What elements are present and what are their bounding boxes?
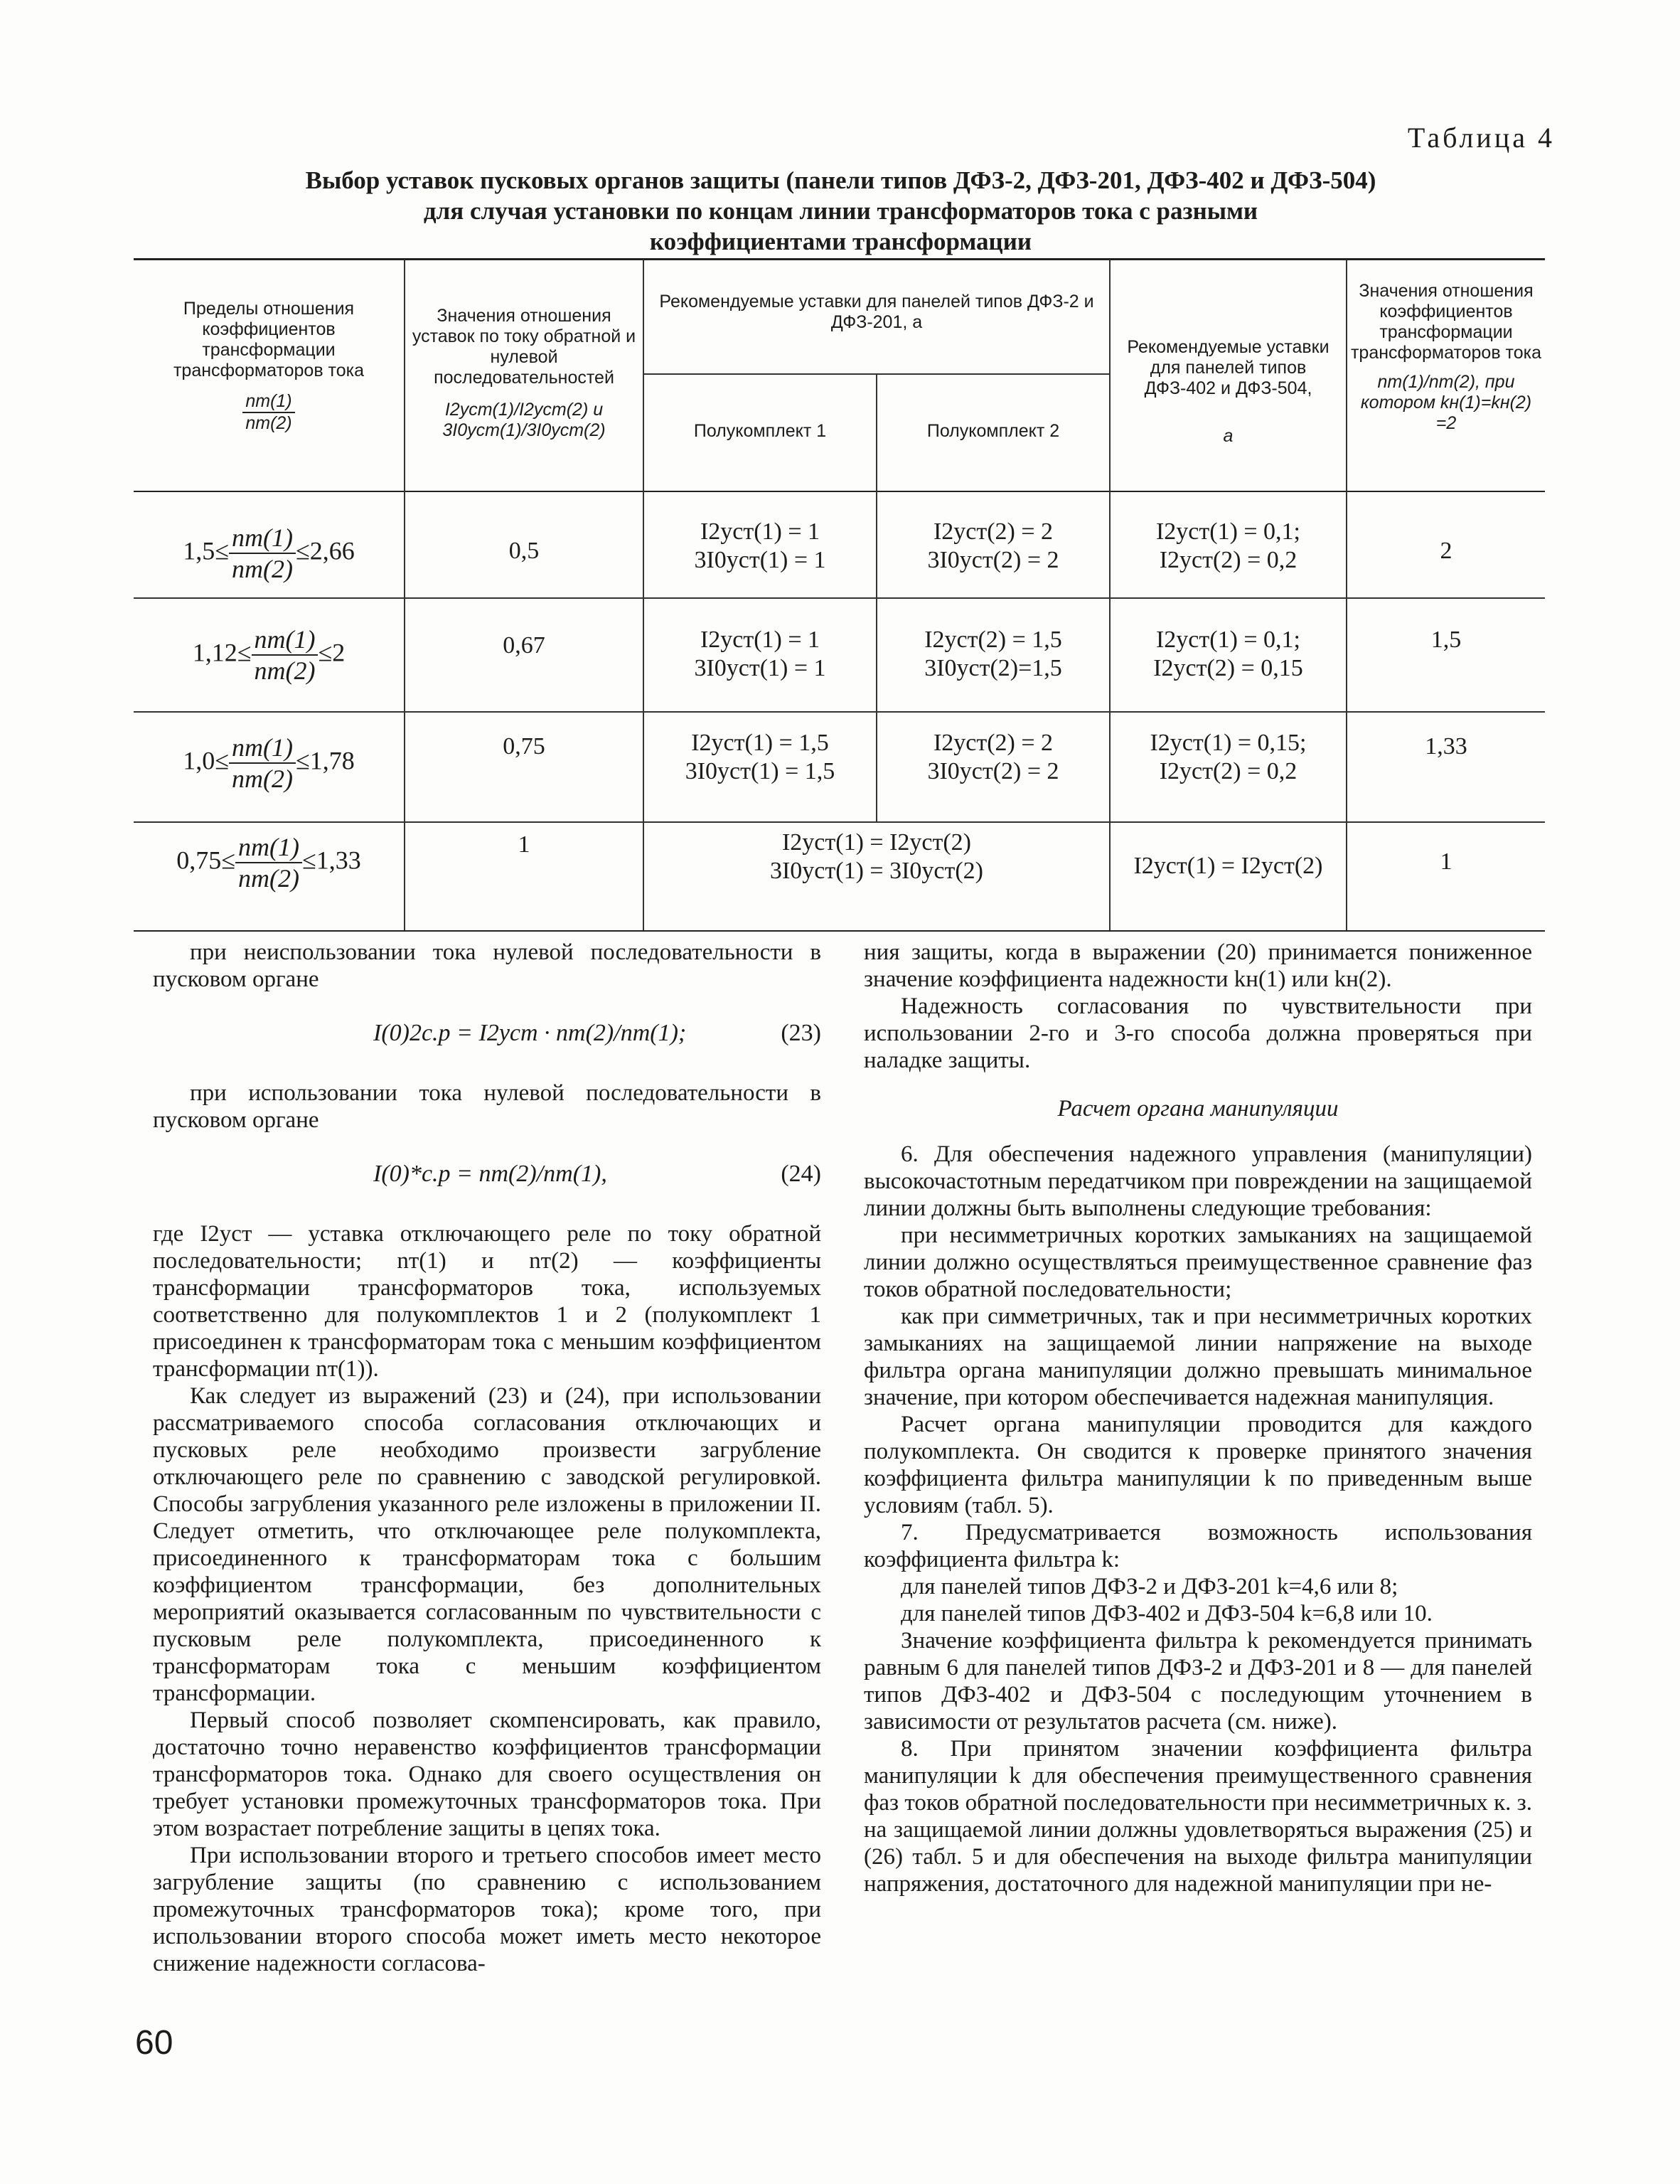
eq23-number: (23): [781, 1020, 821, 1046]
right-column: [864, 939, 1532, 1897]
table-bottom-rule: [134, 930, 1545, 932]
row1-k: 2: [1440, 538, 1452, 564]
header-col1: [139, 299, 398, 434]
row2-p1: I2уст(1) = 1 3I0уст(1) = 1: [694, 627, 826, 681]
right-p6: Расчет органа манипуляции проводится для каждого полукомплекта. Он сводится к проверке принятого значения коэффициента фильтра манипуляции k по приведенным выше условиям (табл. 5).: [864, 1412, 1532, 1518]
right-p8: для панелей типов ДФЗ-2 и ДФЗ-201 k=4,6 или 8;: [901, 1574, 1398, 1599]
eq24-number: (24): [781, 1161, 821, 1187]
row3-ratio: 0,75: [503, 733, 545, 760]
left-p2: при использовании тока нулевой последовательности в пусковом органе: [153, 1080, 821, 1133]
header-col3: Полукомплект 1: [693, 421, 827, 441]
col-sep-4: [1109, 260, 1111, 930]
left-p4: Как следует из выражений (23) и (24), при использовании рассматриваемого способа согласования отключающих и пусковых реле необходимо произвести загрубление отключающего реле по сравнению с заводской регулировкой. Способы загрубления указанного реле изложены в приложении II. Следует отметить, что отключающее реле полукомплекта, присоединенного к трансформаторам тока с большим коэффициентом трансформации, без дополнительных мероприятий оказывается согласованным по чувствительности с пусковым реле полукомплекта, присоединенного к трансформаторам тока с меньшим коэффициентом трансформации.: [153, 1383, 821, 1706]
row1-ratio: 0,5: [508, 538, 540, 564]
row1-p1: I2уст(1) = 1 3I0уст(1) = 1: [694, 518, 826, 573]
row1-dfz402: I2уст(1) = 0,1; I2уст(2) = 0,2: [1155, 518, 1301, 573]
row3-range: 1,0≤ $\frac{nт(1)}{nт(2)}$ ≤1,78: [183, 733, 355, 793]
eq24-text: I(0)*с.р = nт(2)/nт(1),: [373, 1161, 607, 1187]
table-top-rule: [134, 258, 1545, 260]
left-p3: где I2уст — уставка отключающего реле по току обратной последовательности; nт(1) и nт(2) — коэффициенты трансформации трансформаторов тока, используемых соответственно для полукомплектов 1 и 2 (полукомплект 1 присоединен к трансформаторам тока с меньшим коэффициентом трансформации nт(1)).: [153, 1221, 821, 1382]
row2-dfz402: I2уст(1) = 0,1; I2уст(2) = 0,15: [1153, 627, 1303, 681]
eq23-text: I(0)2с.р = I2уст · nт(2)/nт(1);: [373, 1020, 687, 1046]
row3-p2: I2уст(2) = 2 3I0уст(2) = 2: [927, 730, 1059, 784]
right-p1: ния защиты, когда в выражении (20) принимается пониженное значение коэффициента надежности kн(1) или kн(2).: [864, 939, 1532, 992]
row3-k: 1,33: [1425, 733, 1467, 760]
header-col2-text: Значения отношения уставок по току обратной и нулевой последовательностей: [412, 306, 636, 388]
right-p10: Значение коэффициента фильтра k рекомендуется принимать равным 6 для панелей типов ДФЗ-2 и ДФЗ-201 и 8 — для панелей типов ДФЗ-402 и ДФЗ-504 с последующим уточнением в зависимости от результатов расчета (см. ниже).: [864, 1628, 1532, 1735]
row-rule-1: [134, 597, 1545, 599]
header-col5-text: Рекомендуемые уставки для панелей типов ДФЗ-402 и ДФЗ-504,: [1127, 337, 1329, 398]
row4-ratio: 1: [518, 831, 530, 858]
equation-23: [153, 1006, 821, 1067]
section-heading: Расчет органа манипуляции: [1057, 1096, 1339, 1122]
header-col4: Полукомплект 2: [926, 421, 1060, 441]
header-col1-frac-den: nт(2): [245, 413, 292, 433]
header-bottom-rule: [134, 491, 1545, 492]
header-col34: Рекомендуемые уставки для панелей типов ДФЗ-2 и ДФЗ-201, a: [659, 292, 1094, 332]
table-title: [135, 165, 1546, 257]
title-line-2: для случая установки по концам линии трансформаторов тока с разными: [423, 197, 1258, 225]
equation-24: [153, 1146, 821, 1208]
title-line-3: коэффициентами трансформации: [649, 228, 1032, 255]
header-col2-frac: I2уст(1)/I2уст(2) и 3I0уст(1)/3I0уст(2): [442, 400, 606, 440]
header-col5: [1113, 337, 1343, 447]
header-col1-text: Пределы отношения коэффициентов трансформации трансформаторов тока: [173, 299, 365, 380]
col-sep-5: [1346, 260, 1347, 930]
col-sep-2: [643, 260, 644, 930]
right-p5: как при симметричных, так и при несимметричных коротких замыканиях на защищаемой линии напряжение на выходе фильтра органа манипуляции должно превышать минимальное значение, при котором обеспечивается надежная манипуляция.: [864, 1304, 1532, 1410]
row1-p2: I2уст(2) = 2 3I0уст(2) = 2: [927, 518, 1059, 573]
header-col1-frac-num: nт(1): [242, 391, 294, 413]
row4-dfz402: I2уст(1) = I2уст(2): [1133, 853, 1323, 879]
row4-range: 0,75≤ $\frac{nт(1)}{nт(2)}$ ≤1,33: [176, 833, 361, 893]
header-col2: [408, 306, 640, 441]
col-sep-1: [404, 260, 405, 930]
row-rule-3: [134, 821, 1545, 823]
left-column: [153, 939, 821, 1977]
header-col5-a: a: [1223, 426, 1234, 446]
page-number: 60: [135, 2024, 173, 2062]
right-p3: 6. Для обеспечения надежного управления (манипуляции) высокочастотным передатчиком при повреждении на защищаемой линии должны быть выполнены следующие требования:: [864, 1141, 1532, 1221]
row2-k: 1,5: [1430, 627, 1462, 653]
row3-dfz402: I2уст(1) = 0,15; I2уст(2) = 0,2: [1150, 730, 1307, 784]
header-col6-text: Значения отношения коэффициентов трансформации трансформаторов тока: [1350, 281, 1542, 363]
table-label: Таблица 4: [1407, 122, 1555, 154]
right-p4: при несимметричных коротких замыканиях на защищаемой линии должно осуществляться преимущественное сравнение фаз токов обратной последовательности;: [864, 1222, 1532, 1302]
row2-range: 1,12≤ $\frac{nт(1)}{nт(2)}$ ≤2: [192, 625, 346, 685]
row-rule-2: [134, 711, 1545, 713]
row3-p1: I2уст(1) = 1,5 3I0уст(1) = 1,5: [685, 730, 835, 784]
left-p6: При использовании второго и третьего способов имеет место загрубление защиты (по сравнению с использованием промежуточных трансформаторов тока); кроме того, при использовании второго способа может иметь место некоторое снижение надежности согласова-: [153, 1843, 821, 1976]
row4-k: 1: [1440, 848, 1452, 875]
right-p11: 8. При принятом значении коэффициента фильтра манипуляции k для обеспечения преимущественного сравнения фаз токов обратной последовательности при несимметричных к. з. на защищаемой линии должны удовлетворяться выражения (25) и (26) табл. 5 и для обеспечения на выходе фильтра манипуляции напряжения, достаточного для надежной манипуляции при не-: [864, 1736, 1532, 1897]
right-p2: Надежность согласования по чувствительности при использовании 2-го и 3-го способа должна проверяться при наладке защиты.: [864, 994, 1532, 1073]
header-col6-frac: nт(1)/nт(2), при котором kн(1)=kн(2) =2: [1360, 372, 1532, 433]
title-line-1: Выбор уставок пусковых органов защиты (панели типов ДФЗ-2, ДФЗ-201, ДФЗ-402 и ДФЗ-504): [305, 166, 1376, 194]
right-p7: 7. Предусматривается возможность использования коэффициента фильтра k:: [864, 1520, 1532, 1572]
header-col1-frac: [139, 391, 398, 434]
row1-range: 1,5≤ $\frac{nт(1)}{nт(2)}$ ≤2,66: [183, 523, 355, 583]
left-p1: при неиспользовании тока нулевой последовательности в пусковом органе: [153, 939, 821, 992]
right-p9: для панелей типов ДФЗ-402 и ДФЗ-504 k=6,8 или 10.: [901, 1601, 1433, 1626]
row2-p2: I2уст(2) = 1,5 3I0уст(2)=1,5: [924, 627, 1062, 681]
row2-ratio: 0,67: [503, 632, 545, 659]
col-sep-3: [876, 375, 877, 821]
row4-p12: I2уст(1) = I2уст(2) 3I0уст(1) = 3I0уст(2): [769, 829, 983, 884]
header-col6: [1350, 281, 1542, 434]
left-p5: Первый способ позволяет скомпенсировать, как правило, достаточно точно неравенство коэффициентов трансформации трансформаторов тока. Однако для своего осуществления он требует установки промежуточных трансформаторов тока. При этом возрастает потребление защиты в цепях тока.: [153, 1708, 821, 1841]
